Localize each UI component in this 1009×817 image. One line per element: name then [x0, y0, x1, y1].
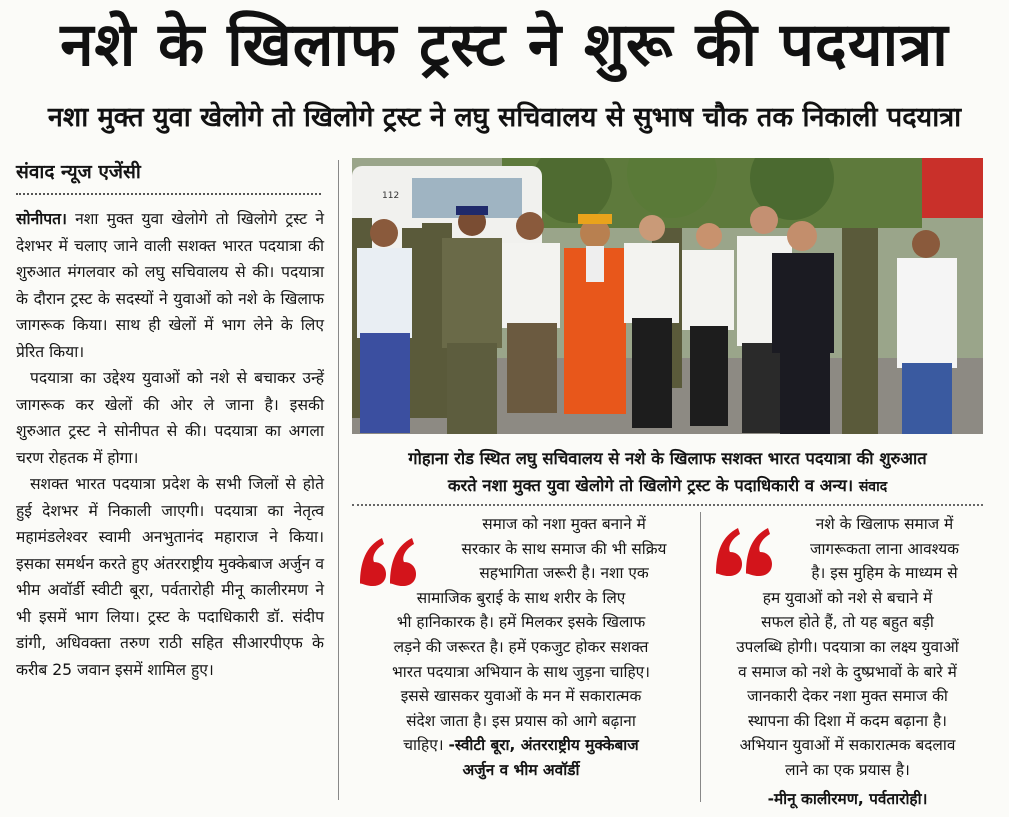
quote-line: भारत पदयात्रा अभियान के साथ जुड़ना चाहिए। — [391, 662, 651, 681]
vehicle-plate: 112 — [382, 191, 400, 201]
article-body — [16, 206, 324, 683]
quote-line: उपलब्धि होगी। पदयात्रा का लक्ष्य युवाओं — [736, 637, 959, 656]
quote-line: जागरूकता लाना आवश्यक — [810, 539, 959, 558]
paragraph-text: नशा मुक्त युवा खेलोगे तो खिलोगे ट्रस्ट ने देशभर में चलाए जाने वाली सशक्त भारत पदयात्रा की शुरुआत मंगलवार को लघु सचिवालय से की। पदयात्रा के दौरान ट्रस्ट के सदस्यों ने युवाओं को नशे के खिलाफ जागरूक किया। साथ ही खेलों में भाग लेने के लिए प्रेरित किया। — [16, 210, 324, 361]
quote-line: भी हानिकारक है। हमें मिलकर इसके खिलाफ — [396, 613, 646, 632]
caption-line-2-text: करते नशा मुक्त युवा खेलोगे तो खिलोगे ट्रस्ट के पदाधिकारी व अन्य। — [447, 476, 854, 495]
news-photo — [352, 158, 983, 434]
caption-credit: संवाद — [858, 479, 888, 495]
photo-illustration — [352, 158, 983, 434]
quote-line: हम युवाओं को नशे से बचाने में — [762, 588, 933, 607]
quote-line: सरकार के साथ समाज की भी सक्रिय — [461, 539, 667, 558]
quote-line: लड़ने की जरूरत है। हमें एकजुट होकर सशक्त — [393, 637, 649, 656]
column-divider — [338, 160, 339, 800]
quote-line: इससे खासकर युवाओं के मन में सकारात्मक — [400, 687, 642, 706]
quote-line: नशे के खिलाफ समाज में — [815, 515, 954, 533]
quote-line: स्थापना की दिशा में कदम बढ़ाना है। — [748, 711, 947, 730]
quote-line: जानकारी देकर नशा मुक्त समाज की — [747, 687, 948, 706]
quote-author: -मीनू कालीरमण, पर्वतारोही। — [767, 789, 928, 808]
quote-text-1 — [352, 512, 690, 783]
byline: संवाद न्यूज एजेंसी — [16, 157, 321, 195]
quote-box-meenu-kaliraman — [710, 510, 985, 808]
quote-line: अभियान युवाओं में सकारात्मक बदलाव — [739, 736, 956, 755]
quote-author: -स्वीटी बूरा, अंतरराष्ट्रीय मुक्केबाज — [448, 736, 639, 755]
quote-author-line — [352, 733, 690, 758]
quote-line: सामाजिक बुराई के साथ शरीर के लिए — [416, 588, 626, 607]
caption-divider — [352, 504, 983, 506]
quote-line: है। इस मुहिम के माध्यम से — [811, 564, 958, 583]
caption-line-1: गोहाना रोड स्थित लघु सचिवालय से नशे के खिलाफ सशक्त भारत पदयात्रा की शुरुआत — [408, 449, 927, 468]
quote-line-end: चाहिए। — [403, 736, 444, 755]
quote-line: समाज को नशा मुक्त बनाने में — [482, 515, 646, 533]
article-paragraph-3: सशक्त भारत पदयात्रा प्रदेश के सभी जिलों से होते हुई देशभर में निकाली जाएगी। पदयात्रा का नेतृत्व महामंडलेश्वर स्वामी अनभुतानंद महाराज ने किया। इसका समर्थन करते हुए अंतरराष्ट्रीय मुक्केबाज अर्जुन व भीम अवॉर्डी स्वीटी बूरा, पर्वतारोही मीनू कालीरमण ने भी इसमें भाग लिया। ट्रस्ट के पदाधिकारी डॉ. संदीप डांगी, अधिवक्ता तरुण राठी सहित सीआरपीएफ के करीब 25 जवान इसमें शामिल हुए। — [16, 475, 324, 679]
quote-divider — [700, 512, 701, 802]
photo-caption — [352, 445, 983, 501]
quote-line: सफल होते हैं, तो यह बहुत बड़ी — [761, 613, 934, 632]
dateline-place: सोनीपत। — [16, 210, 67, 228]
quote-line: लाने का एक प्रयास है। — [785, 760, 910, 779]
subheadline: नशा मुक्त युवा खेलोगे तो खिलोगे ट्रस्ट ने लघु सचिवालय से सुभाष चौक तक निकाली पदयात्रा — [47, 102, 962, 133]
quote-author-title: अर्जुन व भीम अवॉर्डी — [462, 760, 580, 779]
article-paragraph-2: पदयात्रा का उद्देश्य युवाओं को नशे से बचाकर उन्हें जागरूक कर खेलों की ओर ले जाना है। इसकी शुरुआत ट्रस्ट ने सोनीपत से की। पदयात्रा का अगला चरण रोहतक में होगा। — [16, 369, 324, 467]
quote-line: सहभागिता जरूरी है। नशा एक — [479, 564, 649, 583]
caption-line-2 — [352, 472, 983, 501]
quote-line: व समाज को नशे के दुष्प्रभावों के बारे में — [738, 662, 957, 681]
headline: नशे के खिलाफ ट्रस्ट ने शुरू की पदयात्रा — [60, 10, 949, 80]
quote-box-sweety-boora — [352, 510, 690, 800]
quote-line: संदेश जाता है। इस प्रयास को आगे बढ़ाना — [406, 711, 636, 730]
quote-text-2 — [710, 512, 985, 811]
article-paragraph-1 — [16, 206, 324, 365]
